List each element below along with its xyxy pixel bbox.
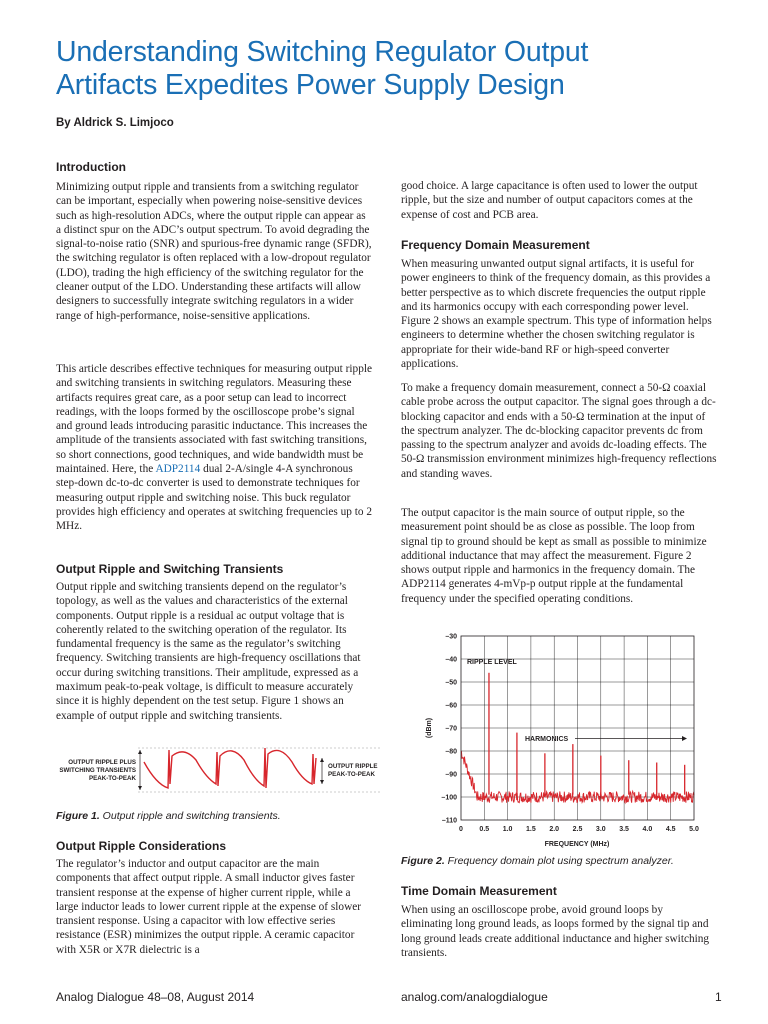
- intro-paragraph-2-part-b: dual 2-A/single 4-A synchronous step-down dc-to-dc converter is used to demonstrate techniques for measuring output ripple and switching noise. This buck regulator provides high efficiency and operates at switching frequencies up to 2 MHz.: [56, 463, 373, 533]
- harmonics-annotation: HARMONICS: [525, 736, 569, 743]
- figure-2-caption: [401, 855, 674, 867]
- figure-1-caption-text: Output ripple and switching transients.: [99, 810, 281, 822]
- y-tick-label: –50: [445, 679, 457, 687]
- intro-paragraph-1: Minimizing output ripple and transients from a switching regulator can be important, especially when powering noise-sensitive devices such as high-resolution ADCs, where the output ripple can appear as a distinct spur on the ADC’s output spectrum. To avoid degrading the signal-to-noise ratio (SNR) and spurious-free dynamic range (SFDR), the switching regulator is often replaced with a low-dropout regulator (LDO), trading the high efficiency of the switching regulator for the cleaner output of the LDO. Understanding these artifacts will allow designers to successfully integrate switching regulators in a wider range of high-performance, noise-sensitive applications.: [56, 181, 372, 322]
- chart-peaks: [489, 673, 685, 795]
- x-tick-label: 5.0: [689, 826, 699, 833]
- fig1-ripple-trace: [144, 748, 316, 788]
- y-tick-label: –70: [445, 725, 457, 733]
- figure-2-spectrum-chart: [401, 630, 721, 852]
- time-heading: Time Domain Measurement: [401, 884, 557, 898]
- figure-2-caption-text: Frequency domain plot using spectrum analyzer.: [444, 855, 674, 867]
- ripple-level-annotation: RIPPLE LEVEL: [467, 659, 517, 666]
- fig1-label-right-1: OUTPUT RIPPLE: [328, 763, 378, 770]
- x-tick-label: 4.5: [665, 826, 676, 833]
- y-tick-label: –60: [445, 702, 457, 710]
- x-tick-label: 0: [459, 826, 463, 833]
- figure-1-waveform: [56, 740, 386, 804]
- footer-publication: Analog Dialogue 48–08, August 2014: [56, 990, 255, 1004]
- considerations-heading: Output Ripple Considerations: [56, 839, 226, 853]
- y-tick-label: –30: [445, 633, 457, 641]
- title-line-2: Artifacts Expedites Power Supply Design: [56, 69, 565, 101]
- x-tick-label: 1.5: [526, 826, 536, 833]
- frequency-heading: Frequency Domain Measurement: [401, 238, 590, 252]
- y-tick-label: –90: [445, 771, 457, 779]
- chart-x-ticks: [459, 826, 699, 833]
- frequency-paragraph-3: The output capacitor is the main source of output ripple, so the measurement point should be as close as possible. The loop from signal tip to ground should be kept as small as possible to minimize additional inductance that may affect the measurement. Figure 2 shows output ripple and harmonics in the frequency domain. The ADP2114 generates 4-mVp-p output ripple at the fundamental frequency under the specified operating conditions.: [401, 507, 707, 605]
- harmonics-arrowhead: [682, 736, 687, 741]
- figure-1-caption: [56, 810, 281, 822]
- ripple-heading: Output Ripple and Switching Transients: [56, 562, 284, 576]
- considerations-paragraph: The regulator’s inductor and output capacitor are the main components that affect output ripple. A small inductor gives faster transient response at the expense of higher current ripple, while a large inductor leads to lower current ripple at the expense of slower transient response. Using a capacitor with low effective series resistance (ESR) minimizes the output ripple. A ceramic capacitor with X5R or X7R dielectric is a: [56, 858, 362, 956]
- intro-paragraph-2-part-a: This article describes effective techniques for measuring output ripple and switching transients in switching regulators. Measuring these artifacts requires great care, as a poor setup can lead to incorrect readings, with the loops formed by the oscilloscope probe’s signal and ground leads introducing parasitic inductance. This increases the amplitude of the transients associated with fast switching transitions, so short connections, good techniques, and wide bandwidth must be maintained. Here, the: [56, 363, 372, 476]
- x-tick-label: 0.5: [479, 826, 490, 833]
- frequency-paragraph-1: When measuring unwanted output signal artifacts, it is useful for power engineers to think of the frequency domain, as this provides a better perspective as to which discrete frequencies the output ripple and its harmonics occupy with each corresponding power level. Figure 2 shows an example spectrum. This type of information helps engineers to determine whether the chosen switching regulator is appropriate for their wide-band RF or high-speed converter applications.: [401, 258, 712, 371]
- time-paragraph: When using an oscilloscope probe, avoid ground loops by eliminating long ground leads, as loops formed by the signal tip and long ground leads create additional inductance and higher switching transients.: [401, 904, 710, 959]
- footer-page-number: 1: [715, 990, 722, 1004]
- footer-website-link[interactable]: analog.com/analogdialogue: [401, 990, 548, 1004]
- figure-2-caption-number: Figure 2.: [401, 855, 445, 867]
- ripple-paragraph: Output ripple and switching transients depend on the regulator’s topology, as well as the values and characteristics of the external components. Output ripple is a residual ac output voltage that is coherently related to the switching operation of the regulator. Its fundamental frequency is the same as the regulator’s switching frequency. Switching transients are high-frequency oscillations that occur during switching transitions. Their amplitude, expressed as a maximum peak-to-peak voltage, is difficult to measure accurately since it is highly dependent on the test setup. Figure 1 shows an example of output ripple and switching transients.: [56, 581, 361, 722]
- byline: By Aldrick S. Limjoco: [56, 117, 174, 129]
- fig1-label-right-2: PEAK-TO-PEAK: [328, 771, 375, 778]
- x-tick-label: 2.0: [549, 826, 560, 833]
- fig1-right-labels: [328, 763, 378, 778]
- x-tick-label: 3.5: [619, 826, 629, 833]
- frequency-paragraph-2: To make a frequency domain measurement, connect a 50-Ω coaxial cable probe across the output capacitor. The signal goes through a dc-blocking capacitor and ends with a 50-Ω termination at the input of the spectrum analyzer. The dc-blocking capacitor prevents dc from passing to the spectrum analyzer and avoids dc-loading effects. The 50-Ω transmission environment minimizes high-frequency reflections and standing waves.: [401, 382, 717, 480]
- intro-paragraph-2: [56, 362, 372, 534]
- intro-heading: Introduction: [56, 160, 126, 174]
- x-tick-label: 2.5: [572, 826, 583, 833]
- x-tick-label: 4.0: [642, 826, 653, 833]
- chart-x-label: FREQUENCY (MHz): [544, 841, 610, 848]
- continued-paragraph: good choice. A large capacitance is often used to lower the output ripple, but the size and number of output capacitors comes at the expense of cost and PCB area.: [401, 180, 698, 221]
- chart-y-ticks: [441, 634, 457, 825]
- y-tick-label: –100: [441, 794, 457, 802]
- fig1-label-left-3: PEAK-TO-PEAK: [89, 775, 136, 782]
- y-tick-label: –40: [445, 656, 457, 664]
- chart-y-label: (dBm): [426, 717, 433, 739]
- fig1-left-labels: [59, 759, 136, 782]
- title-line-1: Understanding Switching Regulator Output: [56, 36, 589, 68]
- y-tick-label: –80: [445, 748, 457, 756]
- x-tick-label: 1.0: [502, 826, 513, 833]
- y-tick-label: –110: [441, 817, 457, 825]
- adp2114-link[interactable]: ADP2114: [155, 463, 201, 476]
- fig1-label-left-1: OUTPUT RIPPLE PLUS: [68, 759, 136, 766]
- x-tick-label: 3.0: [595, 826, 606, 833]
- fig1-label-left-2: SWITCHING TRANSIENTS: [59, 767, 136, 774]
- figure-1-caption-number: Figure 1.: [56, 810, 100, 822]
- page-title: [56, 36, 736, 102]
